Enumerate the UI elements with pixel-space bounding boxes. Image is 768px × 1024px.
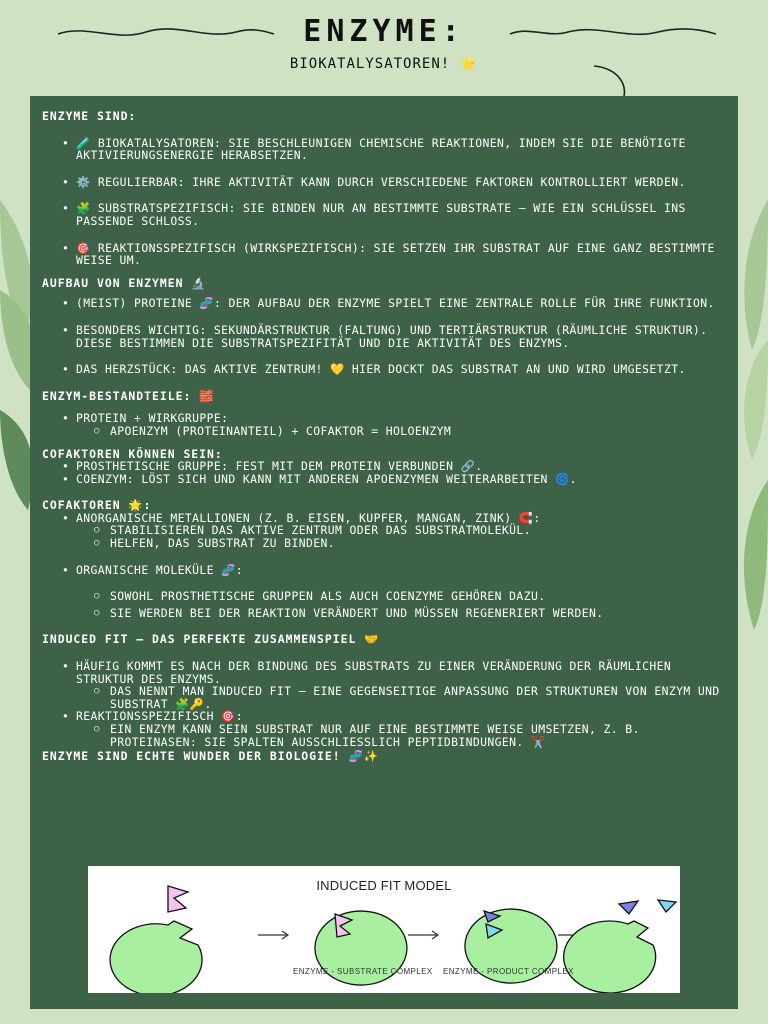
product-4b [658,900,676,912]
sub-list-item: ○ SOWOHL PROSTHETISCHE GRUPPEN ALS AUCH COENZYME GEHÖREN DAZU. [42,590,726,603]
list-item: • REAKTIONSSPEZIFISCH 🎯: [42,710,726,723]
sub-list-item: ○ SIE WERDEN BEI DER REAKTION VERÄNDERT UND MÜSSEN REGENERIERT WERDEN. [42,607,726,620]
list-item: • BESONDERS WICHTIG: SEKUNDÄRSTRUKTUR (FALTUNG) UND TERTIÄRSTRUKTUR (RÄUMLICHE STRUKTUR). DIESE BESTIMMEN DIE SUBSTRATSPEZIFITÄT UND DIE AKTIVITÄT DES ENZYMS. [42,324,726,349]
sub-list-item: ○ EIN ENZYM KANN SEIN SUBSTRAT NUR AUF EINE BESTIMMTE WEISE UMSETZEN, Z. B. PROTEINASEN: SIE SPALTEN AUSSCHLIESSLICH PEPTIDBINDUNGEN. ✂️ [42,723,726,748]
section-heading-enzyme-sind: ENZYME SIND: [42,109,137,123]
list-item: • ANORGANISCHE METALLIONEN (Z. B. EISEN, KUPFER, MANGAN, ZINK) 🧲: [42,512,726,525]
section-heading-cofaktoren-koennen-sein: COFAKTOREN KÖNNEN SEIN: [42,446,223,461]
list-item: • PROSTHETISCHE GRUPPE: FEST MIT DEM PROTEIN VERBUNDEN 🔗. [42,460,726,473]
substrate-1 [168,886,188,912]
page-subtitle [0,56,768,72]
leaf-decoration-right [738,200,768,640]
list-item: • (MEIST) PROTEINE 🧬: DER AUFBAU DER ENZYME SPIELT EINE ZENTRALE ROLLE FÜR IHRE FUNKTION. [42,297,726,310]
section-heading-aufbau: AUFBAU VON ENZYMEN 🔬 [42,275,207,290]
sub-list-item: ○ STABILISIEREN DAS AKTIVE ZENTRUM ODER DAS SUBSTRATMOLEKÜL. [42,524,726,537]
list-item: • 🧪 BIOKATALYSATOREN: SIE BESCHLEUNIGEN CHEMISCHE REAKTIONEN, INDEM SIE DIE BENÖTIGTE AKTIVIERUNGSENERGIE HERABSETZEN. [42,137,726,162]
section-heading-induced-fit: INDUCED FIT – DAS PERFEKTE ZUSAMMENSPIEL 🤝 [42,632,380,647]
diagram-title: INDUCED FIT MODEL [316,878,452,893]
cofaktoren-types-list [42,460,726,485]
list-item: • DAS HERZSTÜCK: DAS AKTIVE ZENTRUM! 💛 HIER DOCKT DAS SUBSTRAT AN UND WIRD UMGESETZT. [42,363,726,376]
sub-list-item: ○ DAS NENNT MAN INDUCED FIT – EINE GEGENSEITIGE ANPASSUNG DER STRUKTUREN VON ENZYM UND SUBSTRAT 🧩🔑. [42,685,726,710]
arrow-2 [408,931,438,939]
cofaktoren-list [42,512,726,620]
sub-list-item: ○ HELFEN, DAS SUBSTRAT ZU BINDEN. [42,537,726,550]
bestandteile-list [42,412,726,437]
label-enzyme-product-complex: ENZYME - PRODUCT COMPLEX [443,967,574,976]
aufbau-list [42,297,726,375]
label-enzyme-substrate-complex: ENZYME - SUBSTRATE COMPLEX [293,967,433,976]
content-board [30,96,738,1009]
list-item: • HÄUFIG KOMMT ES NACH DER BINDUNG DES SUBSTRATS ZU EINER VERÄNDERUNG DER RÄUMLICHEN STRUKTUR DES ENZYMS. [42,660,726,685]
product-4a [619,901,638,914]
induced-fit-diagram [88,866,680,993]
sub-list-item: ○ APOENZYM (PROTEINANTEIL) + COFAKTOR = HOLOENZYM [42,425,726,438]
induced-fit-list [42,660,726,748]
closing-line: ENZYME SIND ECHTE WUNDER DER BIOLOGIE! 🧬✨ [42,749,379,764]
section-heading-bestandteile: ENZYM-BESTANDTEILE: 🧱 [42,388,215,403]
list-item: • COENZYM: LÖST SICH UND KANN MIT ANDEREN APOENZYMEN WEITERARBEITEN 🌀. [42,473,726,486]
list-item: • ORGANISCHE MOLEKÜLE 🧬: [42,564,726,577]
subtitle-text: BIOKATALYSATOREN! [289,56,451,72]
section-heading-cofaktoren: COFAKTOREN 🌟: [42,498,152,513]
enzyme-1 [110,921,202,993]
enzyme-properties-list [42,137,726,267]
enzyme-4 [564,921,656,993]
page-title: ENZYME: [303,14,465,49]
list-item: • 🧩 SUBSTRATSPEZIFISCH: SIE BINDEN NUR AN BESTIMMTE SUBSTRATE – WIE EIN SCHLÜSSEL INS PASSENDE SCHLOSS. [42,202,726,227]
list-item: • 🎯 REAKTIONSSPEZIFISCH (WIRKSPEZIFISCH): SIE SETZEN IHR SUBSTRAT AUF EINE GANZ BESTIMMTE WEISE UM. [42,242,726,267]
arrow-1 [258,931,288,939]
list-item: • ⚙️ REGULIERBAR: IHRE AKTIVITÄT KANN DURCH VERSCHIEDENE FAKTOREN KONTROLLIERT WERDEN. [42,176,726,189]
star-icon: ⭐ [459,56,479,72]
list-item: • PROTEIN + WIRKGRUPPE: [42,412,726,425]
